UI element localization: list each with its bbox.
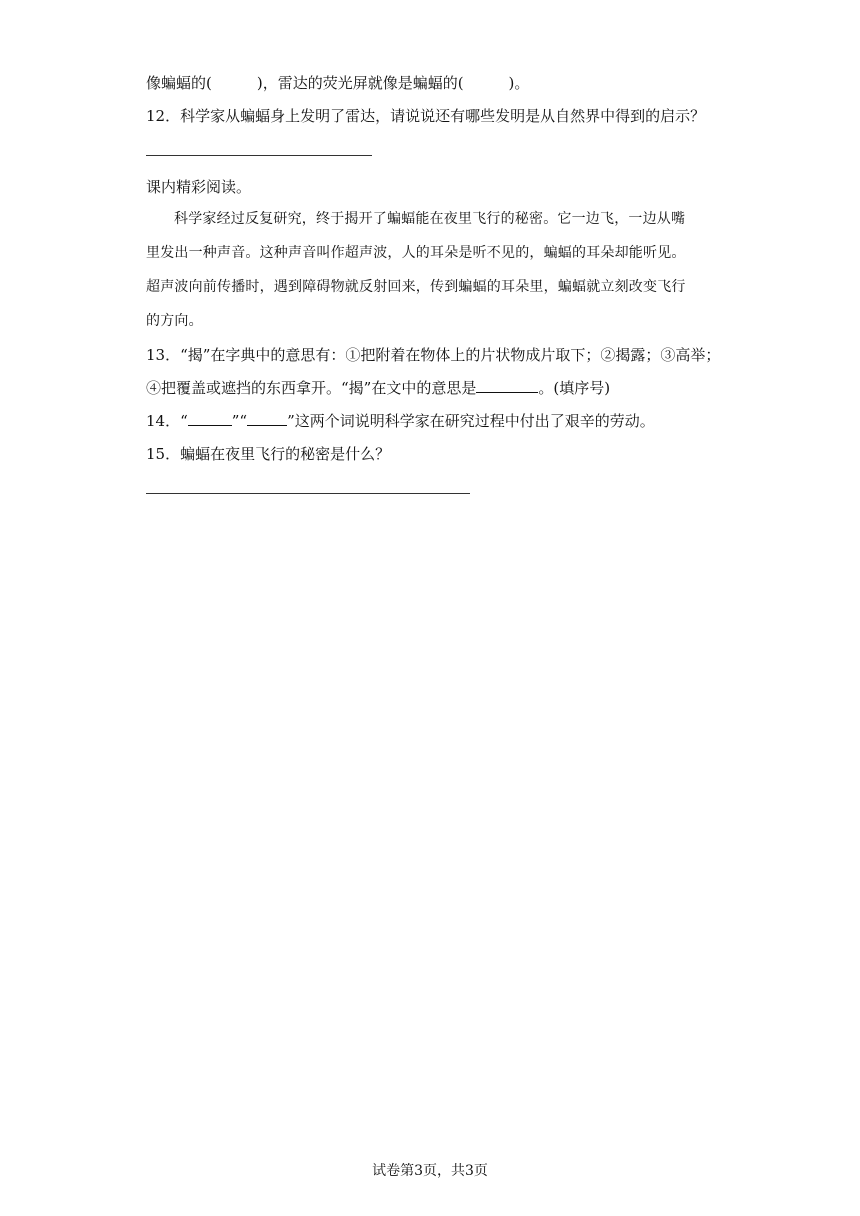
passage-line: 里发出一种声音。这种声音叫作超声波，人的耳朵是听不见的，蝙蝠的耳朵却能听见。	[146, 245, 686, 261]
question-11-continuation: 像蝙蝠的( )，雷达的荧光屏就像是蝙蝠的( )。	[146, 74, 530, 92]
reading-passage	[146, 202, 726, 338]
question-13-text: ④把覆盖或遮挡的东西拿开。“揭”在文中的意思是	[146, 379, 477, 397]
answer-line-q12	[146, 155, 372, 156]
question-14	[146, 411, 655, 431]
page-footer: 试卷第3页，共3页	[372, 1163, 488, 1179]
passage-line: 科学家经过反复研究，终于揭开了蝙蝠能在夜里飞行的秘密。它一边飞，一边从嘴	[174, 211, 686, 227]
answer-blank-q14-1[interactable]	[188, 411, 232, 426]
answer-line-q15	[146, 493, 470, 494]
passage-line: 超声波向前传播时，遇到障碍物就反射回来，传到蝙蝠的耳朵里，蝙蝠就立刻改变飞行	[146, 279, 686, 295]
question-13-line-1: 13．“揭”在字典中的意思有：①把附着在物体上的片状物成片取下；②揭露；③高举；	[146, 346, 721, 364]
question-14-text: ”这两个词说明科学家在研究过程中付出了艰辛的劳动。	[287, 412, 655, 430]
passage-line: 的方向。	[146, 313, 203, 329]
question-13-suffix: 。(填序号)	[538, 379, 611, 397]
question-15: 15．蝙蝠在夜里飞行的秘密是什么？	[146, 445, 391, 463]
question-14-separator: ”“	[231, 412, 248, 430]
section-title: 课内精彩阅读。	[146, 178, 252, 196]
question-14-prefix: 14．“	[146, 412, 188, 430]
question-12: 12．科学家从蝙蝠身上发明了雷达，请说说还有哪些发明是从自然界中得到的启示？	[146, 107, 706, 125]
question-13-line-2	[146, 378, 610, 398]
answer-blank-q14-2[interactable]	[247, 411, 287, 426]
answer-blank-q13[interactable]	[476, 378, 538, 393]
